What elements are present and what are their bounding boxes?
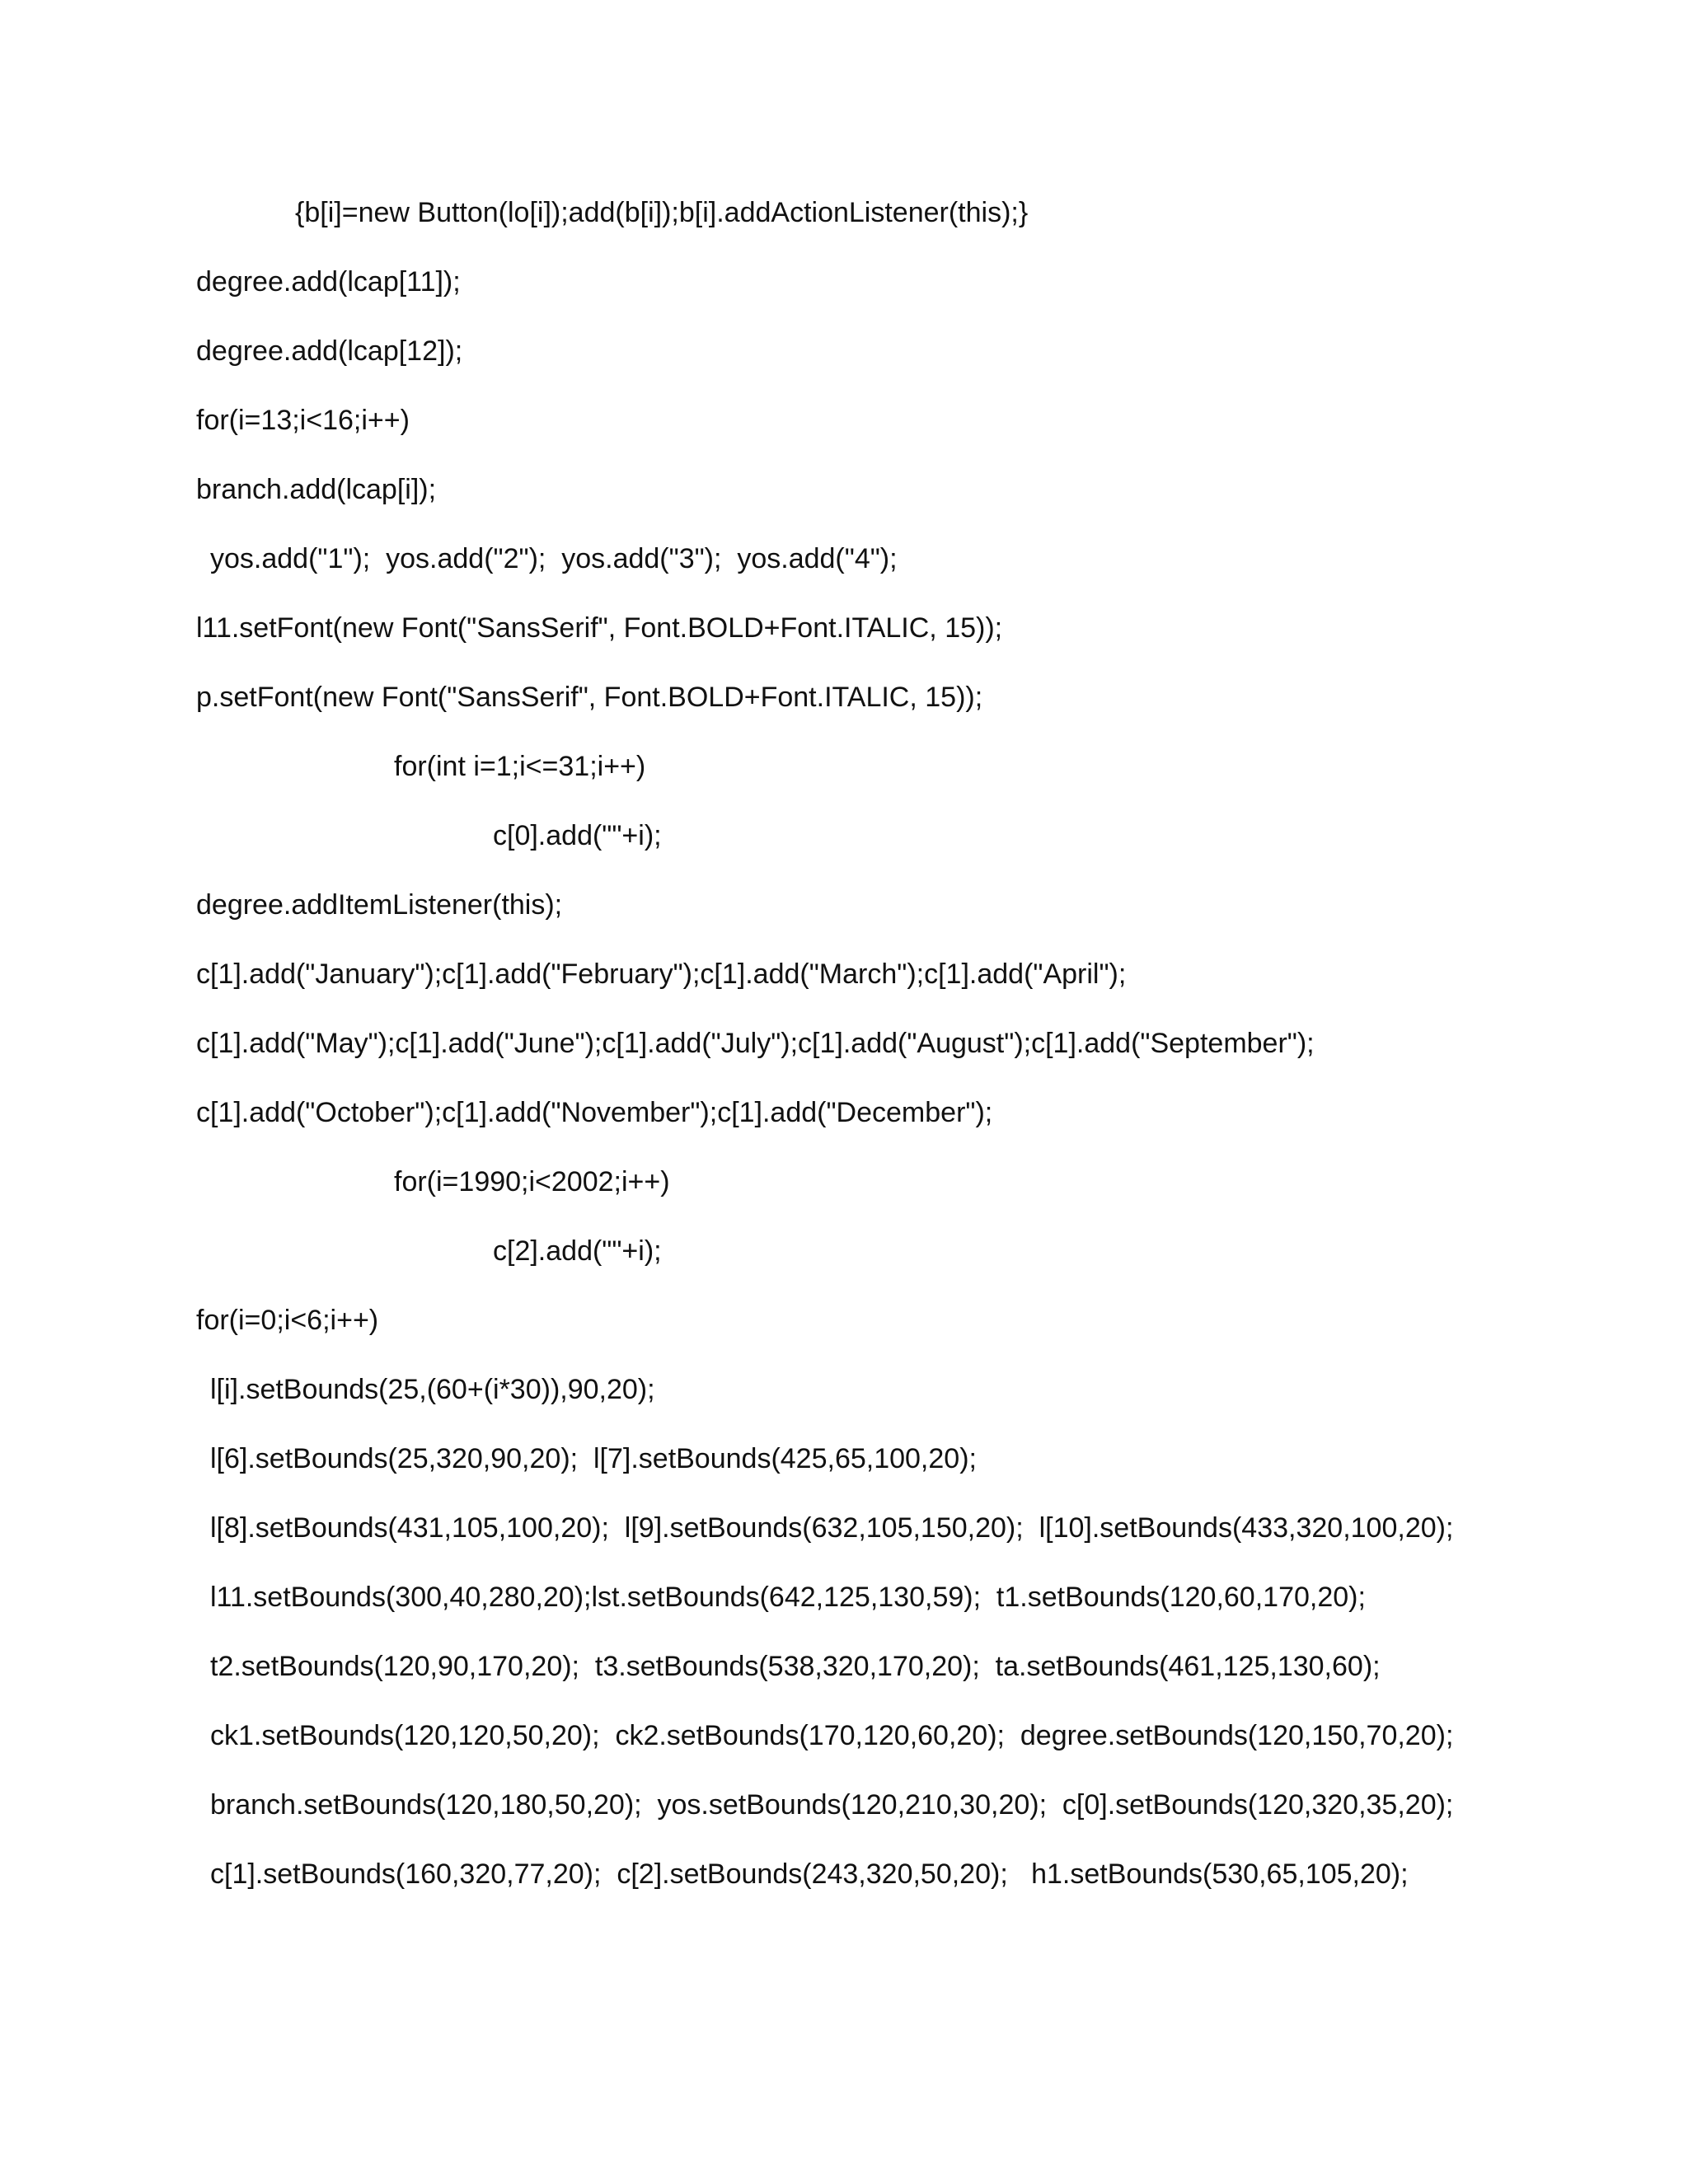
code-line: yos.add("1"); yos.add("2"); yos.add("3"); yos.add("4"); bbox=[210, 543, 898, 574]
code-line: c[1].add("May");c[1].add("June");c[1].add("July");c[1].add("August");c[1].add("September"); bbox=[196, 1028, 1315, 1059]
code-line: t2.setBounds(120,90,170,20); t3.setBounds(538,320,170,20); ta.setBounds(461,125,130,60); bbox=[210, 1651, 1381, 1682]
code-line: p.setFont(new Font("SansSerif", Font.BOLD+Font.ITALIC, 15)); bbox=[196, 682, 983, 713]
code-line: for(i=1990;i<2002;i++) bbox=[394, 1166, 670, 1197]
code-line: c[1].add("October");c[1].add("November");c[1].add("December"); bbox=[196, 1097, 993, 1128]
code-line: l11.setFont(new Font("SansSerif", Font.BOLD+Font.ITALIC, 15)); bbox=[196, 612, 1003, 644]
code-line: c[0].add(""+i); bbox=[493, 820, 662, 851]
code-line: l[8].setBounds(431,105,100,20); l[9].setBounds(632,105,150,20); l[10].setBounds(433,320,100,20); bbox=[210, 1512, 1454, 1544]
code-line: l[i].setBounds(25,(60+(i*30)),90,20); bbox=[210, 1374, 655, 1405]
code-line: degree.addItemListener(this); bbox=[196, 889, 563, 921]
code-line: branch.add(lcap[i]); bbox=[196, 474, 437, 505]
code-line: degree.add(lcap[11]); bbox=[196, 266, 461, 298]
code-line: l11.setBounds(300,40,280,20);lst.setBounds(642,125,130,59); t1.setBounds(120,60,170,20); bbox=[210, 1582, 1366, 1613]
code-line: c[1].setBounds(160,320,77,20); c[2].setBounds(243,320,50,20); h1.setBounds(530,65,105,20); bbox=[210, 1858, 1409, 1890]
code-line: ck1.setBounds(120,120,50,20); ck2.setBounds(170,120,60,20); degree.setBounds(120,150,70,20); bbox=[210, 1720, 1454, 1751]
code-line: l[6].setBounds(25,320,90,20); l[7].setBounds(425,65,100,20); bbox=[210, 1443, 977, 1474]
code-line: branch.setBounds(120,180,50,20); yos.setBounds(120,210,30,20); c[0].setBounds(120,320,35,20); bbox=[210, 1789, 1454, 1821]
code-line: for(int i=1;i<=31;i++) bbox=[394, 751, 646, 782]
code-line: c[1].add("January");c[1].add("February");c[1].add("March");c[1].add("April"); bbox=[196, 958, 1127, 990]
code-line: for(i=0;i<6;i++) bbox=[196, 1305, 379, 1336]
code-line: for(i=13;i<16;i++) bbox=[196, 405, 410, 436]
code-line: c[2].add(""+i); bbox=[493, 1235, 662, 1267]
code-line: {b[i]=new Button(lo[i]);add(b[i]);b[i].addActionListener(this);} bbox=[295, 197, 1029, 228]
code-line: degree.add(lcap[12]); bbox=[196, 335, 463, 367]
